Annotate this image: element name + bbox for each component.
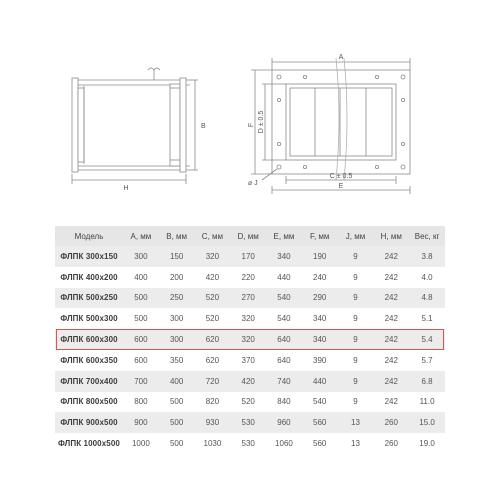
value-cell: 500 — [169, 439, 184, 449]
header-e: E, мм — [266, 226, 302, 246]
value-cell: 19.0 — [419, 439, 435, 449]
value-cell: 800 — [134, 397, 148, 407]
value-cell: 620 — [205, 355, 220, 365]
header-d: D, мм — [230, 226, 266, 246]
value-cell: 270 — [230, 288, 266, 309]
value-cell: 220 — [241, 272, 255, 282]
model-cell: ФЛПК 1000x500 — [58, 439, 120, 449]
table-row — [55, 433, 445, 454]
label-b: B — [201, 123, 206, 130]
header-a: A, мм — [123, 226, 159, 246]
value-cell: 600 — [134, 355, 148, 365]
value-cell: 560 — [313, 439, 327, 449]
header-model: Модель — [55, 226, 123, 246]
value-cell: 9 — [338, 329, 374, 350]
value-cell: 1060 — [275, 439, 293, 449]
header-f: F, мм — [302, 226, 338, 246]
value-cell: 240 — [313, 272, 327, 282]
value-cell: 500 — [159, 412, 195, 433]
value-cell: 9 — [353, 397, 358, 407]
model-cell: ФЛПК 500x250 — [55, 288, 123, 309]
value-cell: 900 — [123, 412, 159, 433]
value-cell: 620 — [195, 329, 231, 350]
value-cell: 320 — [241, 314, 255, 324]
spec-table — [55, 226, 445, 454]
value-cell: 370 — [241, 355, 255, 365]
value-cell: 440 — [277, 272, 291, 282]
table-row — [55, 392, 445, 413]
value-cell: 3.8 — [409, 246, 445, 267]
value-cell: 190 — [302, 246, 338, 267]
value-cell: 560 — [302, 412, 338, 433]
value-cell: 350 — [169, 355, 184, 365]
value-cell: 242 — [384, 397, 398, 407]
value-cell: 242 — [384, 314, 398, 324]
value-cell: 640 — [277, 355, 291, 365]
label-j: ⌀ J — [248, 180, 258, 187]
value-cell: 15.0 — [409, 412, 445, 433]
value-cell: 500 — [123, 288, 159, 309]
value-cell: 530 — [230, 412, 266, 433]
side-view — [72, 68, 198, 184]
label-e: E — [338, 183, 344, 190]
value-cell: 9 — [353, 272, 358, 282]
value-cell: 290 — [302, 288, 338, 309]
technical-drawings — [0, 0, 500, 215]
header-b: B, мм — [159, 226, 195, 246]
value-cell: 11.0 — [419, 397, 435, 407]
value-cell: 13 — [351, 439, 360, 449]
value-cell: 242 — [384, 272, 398, 282]
value-cell: 500 — [169, 397, 184, 407]
value-cell: 170 — [230, 246, 266, 267]
value-cell: 300 — [169, 314, 184, 324]
value-cell: 960 — [266, 412, 302, 433]
value-cell: 520 — [195, 288, 231, 309]
value-cell: 5.7 — [421, 355, 433, 365]
value-cell: 320 — [195, 246, 231, 267]
value-cell: 242 — [373, 246, 409, 267]
value-cell: 540 — [266, 288, 302, 309]
value-cell: 9 — [338, 371, 374, 392]
label-h: H — [123, 185, 129, 192]
model-cell: ФЛПК 500x300 — [60, 314, 118, 324]
value-cell: 400 — [134, 272, 148, 282]
value-cell: 340 — [313, 314, 327, 324]
table-row — [55, 288, 445, 309]
value-cell: 540 — [277, 314, 291, 324]
value-cell: 520 — [241, 397, 255, 407]
value-cell: 242 — [373, 371, 409, 392]
value-cell: 9 — [338, 288, 374, 309]
label-d: D ± 0.5 — [258, 110, 265, 134]
model-cell: ФЛПК 600x350 — [60, 355, 118, 365]
model-cell: ФЛПК 700x400 — [55, 371, 123, 392]
value-cell: 340 — [302, 329, 338, 350]
label-c: C ± 0.5 — [329, 173, 353, 180]
value-cell: 260 — [384, 439, 398, 449]
value-cell: 9 — [353, 355, 358, 365]
table-row — [55, 371, 445, 392]
model-cell: ФЛПК 900x500 — [55, 412, 123, 433]
model-cell: ФЛПК 800x500 — [60, 397, 118, 407]
value-cell: 242 — [373, 288, 409, 309]
header-weight: Вес, кг — [409, 226, 445, 246]
value-cell: 9 — [338, 246, 374, 267]
value-cell: 740 — [266, 371, 302, 392]
model-cell: ФЛПК 600x300 — [55, 329, 123, 350]
value-cell: 320 — [230, 329, 266, 350]
value-cell: 200 — [169, 272, 184, 282]
table-row — [55, 308, 445, 329]
value-cell: 300 — [159, 329, 195, 350]
table-row — [55, 246, 445, 267]
model-cell: ФЛПК 300x150 — [55, 246, 123, 267]
value-cell: 242 — [373, 329, 409, 350]
value-cell: 500 — [134, 314, 148, 324]
value-cell: 260 — [373, 412, 409, 433]
table-row — [55, 267, 445, 288]
table-row — [55, 350, 445, 371]
value-cell: 300 — [123, 246, 159, 267]
table-row — [55, 329, 445, 350]
value-cell: 440 — [302, 371, 338, 392]
value-cell: 340 — [266, 246, 302, 267]
header-h: H, мм — [373, 226, 409, 246]
label-a: A — [338, 54, 344, 61]
value-cell: 390 — [313, 355, 327, 365]
header-j: J, мм — [338, 226, 374, 246]
value-cell: 420 — [230, 371, 266, 392]
value-cell: 9 — [353, 314, 358, 324]
table-row — [55, 412, 445, 433]
value-cell: 420 — [205, 272, 220, 282]
value-cell: 400 — [159, 371, 195, 392]
table-header-row — [55, 226, 445, 246]
value-cell: 820 — [205, 397, 220, 407]
value-cell: 720 — [195, 371, 231, 392]
value-cell: 540 — [313, 397, 327, 407]
value-cell: 13 — [338, 412, 374, 433]
value-cell: 530 — [241, 439, 255, 449]
value-cell: 6.8 — [409, 371, 445, 392]
value-cell: 840 — [277, 397, 291, 407]
value-cell: 700 — [123, 371, 159, 392]
value-cell: 4.8 — [409, 288, 445, 309]
value-cell: 242 — [384, 355, 398, 365]
value-cell: 5.1 — [421, 314, 433, 324]
value-cell: 1000 — [131, 439, 150, 449]
value-cell: 150 — [159, 246, 195, 267]
value-cell: 250 — [159, 288, 195, 309]
value-cell: 4.0 — [421, 272, 433, 282]
header-c: C, мм — [195, 226, 231, 246]
value-cell: 1030 — [203, 439, 222, 449]
value-cell: 600 — [123, 329, 159, 350]
value-cell: 520 — [205, 314, 220, 324]
model-cell: ФЛПК 400x200 — [60, 272, 118, 282]
label-f: F — [248, 122, 255, 128]
value-cell: 930 — [195, 412, 231, 433]
value-cell: 640 — [266, 329, 302, 350]
value-cell: 5.4 — [409, 329, 445, 350]
